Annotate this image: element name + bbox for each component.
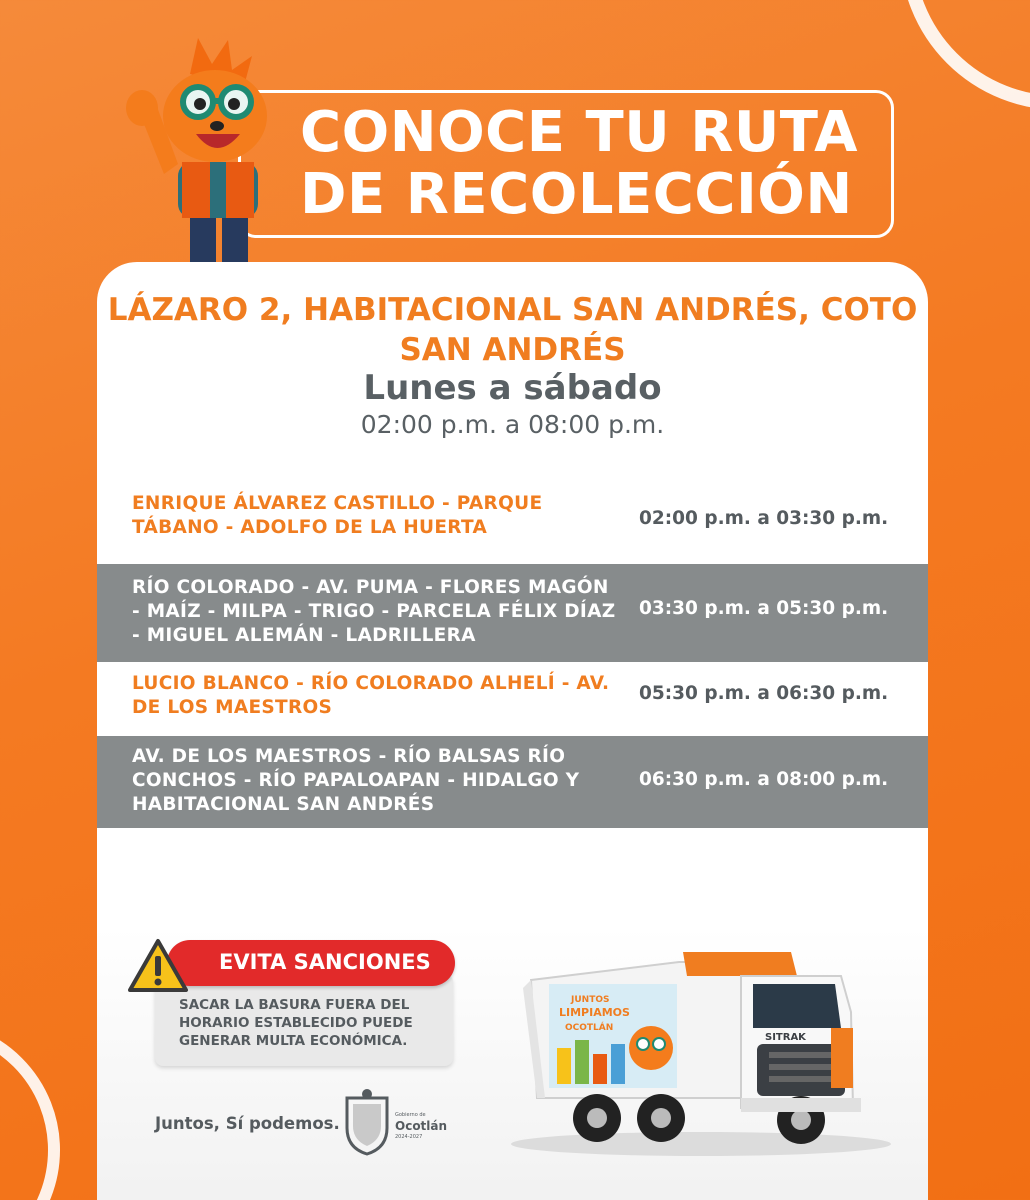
route-row: [97, 662, 928, 736]
garbage-truck-illustration: [501, 948, 893, 1158]
route-streets: AV. DE LOS MAESTROS - RÍO BALSAS RÍO CONCHOS - RÍO PAPALOAPAN - HIDALGO Y HABITACIONAL SAN ANDRÉS: [132, 746, 580, 815]
route-time: 03:30 p.m. a 05:30 p.m.: [639, 598, 889, 619]
zone-name: LÁZARO 2, HABITACIONAL SAN ANDRÉS, COTO SAN ANDRÉS: [107, 292, 918, 368]
route-row: [97, 482, 928, 564]
warning-title: EVITA SANCIONES: [219, 950, 431, 974]
schedule-days: Lunes a sábado: [363, 368, 662, 408]
mascot-illustration: [120, 34, 290, 262]
route-card: [97, 262, 928, 1200]
route-row: [97, 564, 928, 662]
truck-side-text-1: JUNTOS: [571, 995, 610, 1005]
route-time: 05:30 p.m. a 06:30 p.m.: [639, 683, 889, 704]
truck-side-text-2: LIMPIAMOS: [559, 1006, 630, 1019]
page-title: CONOCE TU RUTA DE RECOLECCIÓN: [300, 100, 858, 227]
warning-text: SACAR LA BASURA FUERA DEL HORARIO ESTABLECIDO PUEDE GENERAR MULTA ECONÓMICA.: [179, 997, 413, 1049]
truck-brand: SITRAK: [765, 1032, 806, 1043]
decorative-ring-top-right: [900, 0, 1030, 110]
schedule-hours: 02:00 p.m. a 08:00 p.m.: [360, 410, 665, 439]
route-streets: LUCIO BLANCO - RÍO COLORADO ALHELÍ - AV. DE LOS MAESTROS: [132, 673, 610, 718]
route-row: [97, 736, 928, 828]
route-time: 06:30 p.m. a 08:00 p.m.: [639, 769, 889, 790]
warning-body: [155, 974, 453, 1066]
gov-label-small: Gobierno de: [395, 1112, 426, 1118]
gov-name: Ocotlán: [395, 1119, 448, 1133]
warning-callout: [127, 938, 457, 1068]
truck-side-text-3: OCOTLÁN: [565, 1023, 614, 1033]
route-streets: RÍO COLORADO - AV. PUMA - FLORES MAGÓN - MAÍZ - MILPA - TRIGO - PARCELA FÉLIX DÍAZ - MIGUEL ALEMÁN - LADRILLERA: [132, 577, 616, 646]
footer-slogan: Juntos, Sí podemos.: [155, 1114, 340, 1133]
route-time: 02:00 p.m. a 03:30 p.m.: [639, 508, 889, 529]
route-streets: ENRIQUE ÁLVAREZ CASTILLO - PARQUE TÁBANO - ADOLFO DE LA HUERTA: [132, 493, 543, 538]
warning-badge: [167, 940, 455, 986]
warning-triangle-icon: [127, 938, 189, 994]
decorative-ring-bottom-left: [0, 1020, 60, 1200]
gov-years: 2024-2027: [395, 1134, 423, 1140]
